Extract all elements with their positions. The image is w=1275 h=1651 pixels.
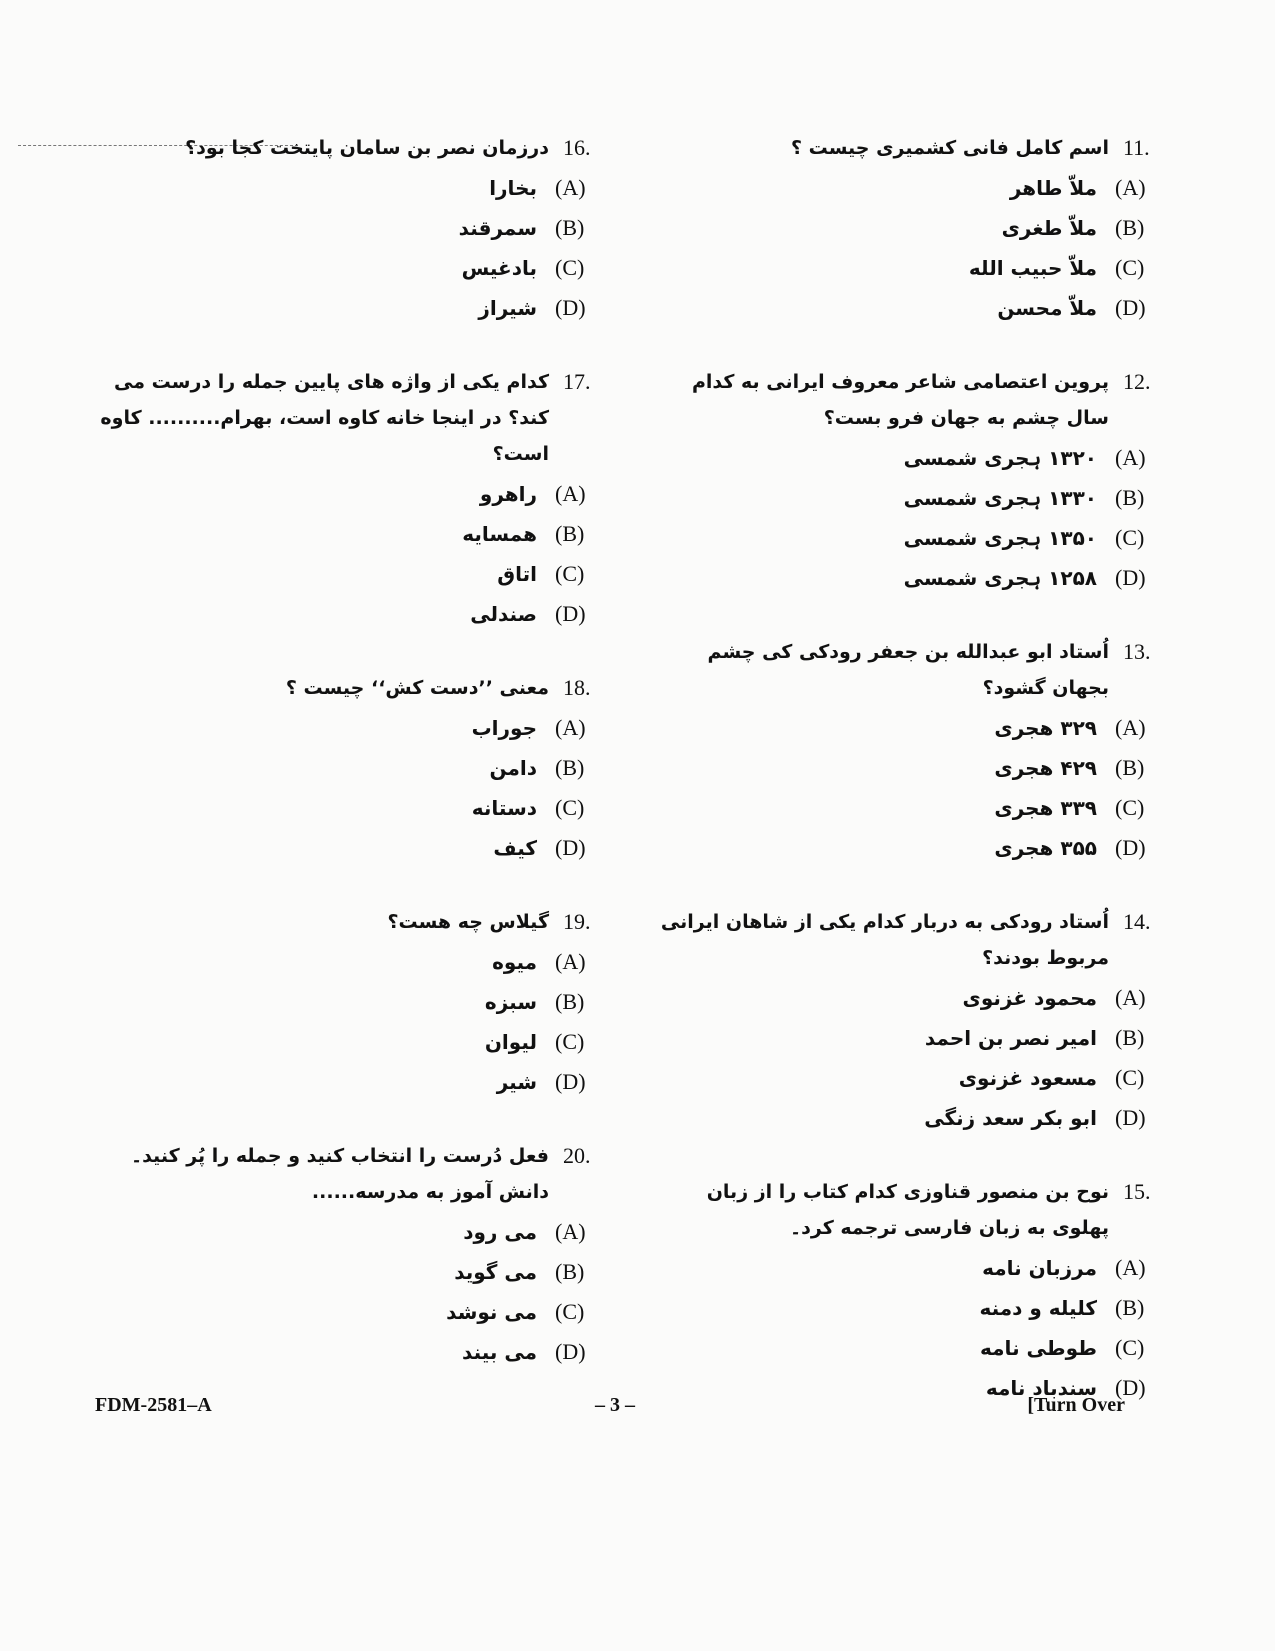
turn-over-note: [Turn Over xyxy=(1027,1394,1125,1416)
option-text: مسعود غزنوی xyxy=(958,1066,1097,1090)
option-row xyxy=(655,1288,1175,1328)
question-head xyxy=(655,904,1175,976)
option-row xyxy=(95,942,615,982)
option-text: میوه xyxy=(492,950,537,974)
option-letter: (C) xyxy=(1115,1065,1145,1090)
option-row xyxy=(95,1212,615,1252)
question-head xyxy=(95,904,615,940)
option-text: شیراز xyxy=(478,296,537,320)
option-text: می گوید xyxy=(454,1260,537,1284)
question-text: درزمان نصر بن سامان پایتخت کجا بود؟ xyxy=(185,137,549,159)
question-number: 15. xyxy=(1123,1179,1151,1204)
option-letter: (C) xyxy=(555,1299,585,1324)
paper-code: FDM-2581–A xyxy=(95,1394,212,1416)
question xyxy=(655,130,1175,328)
options-list xyxy=(655,708,1175,868)
option-text: لیوان xyxy=(484,1030,537,1054)
question-text: پروین اعتصامی شاعر معروف ایرانی به کدام سال چشم به جهان فرو بست؟ xyxy=(691,371,1109,429)
question-number: 17. xyxy=(563,369,591,394)
option-row xyxy=(95,708,615,748)
option-row xyxy=(95,288,615,328)
question xyxy=(95,130,615,328)
option-letter: (D) xyxy=(555,295,586,320)
option-letter: (B) xyxy=(1115,485,1145,510)
option-row xyxy=(95,1332,615,1372)
option-letter: (C) xyxy=(555,795,585,820)
option-text: دامن xyxy=(489,756,537,780)
option-row xyxy=(655,978,1175,1018)
option-row xyxy=(95,514,615,554)
options-list xyxy=(655,978,1175,1138)
option-row xyxy=(95,208,615,248)
question-text: معنی ’’دست کش‘‘ چیست ؟ xyxy=(285,677,549,699)
option-letter: (D) xyxy=(555,601,586,626)
options-list xyxy=(655,438,1175,598)
option-text: امیر نصر بن احمد xyxy=(924,1026,1097,1050)
option-text: شیر xyxy=(496,1070,537,1094)
option-row xyxy=(95,828,615,868)
option-letter: (D) xyxy=(1115,1375,1146,1400)
option-letter: (D) xyxy=(555,835,586,860)
option-text: محمود غزنوی xyxy=(962,986,1097,1010)
option-letter: (D) xyxy=(1115,295,1146,320)
option-row xyxy=(655,1018,1175,1058)
option-letter: (A) xyxy=(555,481,586,506)
option-row xyxy=(655,208,1175,248)
option-text: می بیند xyxy=(462,1340,537,1364)
option-letter: (C) xyxy=(555,255,585,280)
option-row xyxy=(655,438,1175,478)
option-row xyxy=(95,1252,615,1292)
option-letter: (C) xyxy=(1115,525,1145,550)
options-list xyxy=(95,168,615,328)
option-row xyxy=(655,708,1175,748)
option-letter: (C) xyxy=(1115,255,1145,280)
question-number: 20. xyxy=(563,1143,591,1168)
option-letter: (B) xyxy=(555,521,585,546)
option-row xyxy=(655,288,1175,328)
option-letter: (C) xyxy=(555,1029,585,1054)
options-list xyxy=(95,1212,615,1372)
option-text: ملاّ محسن xyxy=(997,296,1097,320)
option-row xyxy=(655,478,1175,518)
question-head xyxy=(95,1138,615,1210)
option-text: ۱۳۳۰ ہجری شمسی xyxy=(903,486,1097,510)
option-text: اتاق xyxy=(497,562,537,586)
option-text: همسایه xyxy=(462,522,537,546)
option-text: می رود xyxy=(463,1220,537,1244)
option-letter: (A) xyxy=(1115,715,1146,740)
option-text: بادغیس xyxy=(461,256,537,280)
question-text: نوح بن منصور قناوزی کدام کتاب را از زبان پهلوی به زبان فارسی ترجمه کرد۔ xyxy=(706,1181,1109,1239)
question-number: 14. xyxy=(1123,909,1151,934)
option-text: ۴۲۹ هجری xyxy=(994,756,1097,780)
option-text: ملاّ طغری xyxy=(1001,216,1097,240)
question xyxy=(95,670,615,868)
option-text: سبزه xyxy=(484,990,537,1014)
option-text: صندلی xyxy=(470,602,537,626)
option-letter: (B) xyxy=(555,755,585,780)
options-list xyxy=(95,708,615,868)
option-letter: (D) xyxy=(1115,565,1146,590)
option-letter: (A) xyxy=(1115,445,1146,470)
option-letter: (B) xyxy=(555,215,585,240)
question-head xyxy=(655,1174,1175,1246)
option-row xyxy=(95,1062,615,1102)
option-row xyxy=(95,594,615,634)
option-row xyxy=(95,554,615,594)
question-number: 12. xyxy=(1123,369,1151,394)
option-row xyxy=(95,248,615,288)
option-text: ۱۲۵۸ ہجری شمسی xyxy=(903,566,1097,590)
option-letter: (B) xyxy=(555,989,585,1014)
option-text: سمرقند xyxy=(458,216,537,240)
option-letter: (A) xyxy=(555,175,586,200)
question-text: گیلاس چه هست؟ xyxy=(387,911,549,933)
option-row xyxy=(655,1328,1175,1368)
option-row xyxy=(655,1248,1175,1288)
option-row xyxy=(95,474,615,514)
question-text: اسم کامل فانی کشمیری چیست ؟ xyxy=(790,137,1109,159)
question xyxy=(655,634,1175,868)
option-row xyxy=(95,748,615,788)
option-row xyxy=(655,248,1175,288)
question xyxy=(95,1138,615,1372)
question-head xyxy=(655,130,1175,166)
right-column xyxy=(655,130,1175,1444)
option-row xyxy=(655,1098,1175,1138)
option-letter: (D) xyxy=(1115,1105,1146,1130)
question xyxy=(655,904,1175,1138)
option-text: دستانه xyxy=(471,796,537,820)
option-letter: (C) xyxy=(1115,795,1145,820)
option-text: بخارا xyxy=(489,176,537,200)
option-letter: (D) xyxy=(555,1069,586,1094)
option-row xyxy=(655,748,1175,788)
question-text: فعل دُرست را انتخاب کنید و جمله را پُر کنید۔ دانش آموز به مدرسه...... xyxy=(130,1145,549,1203)
option-row xyxy=(655,1058,1175,1098)
question-number: 19. xyxy=(563,909,591,934)
option-letter: (C) xyxy=(1115,1335,1145,1360)
question-text: کدام یکی از واژه های پایین جمله را درست می کند؟ در اینجا خانه کاوه است، بهرام.......... کاوه است؟ xyxy=(100,371,549,465)
question-text: اُستاد ابو عبدالله بن جعفر رودکی کی چشم بجهان گشود؟ xyxy=(707,641,1109,699)
left-column xyxy=(95,130,615,1408)
option-row xyxy=(95,168,615,208)
option-text: ابو بکر سعد زنگی xyxy=(924,1106,1097,1130)
option-letter: (A) xyxy=(1115,175,1146,200)
option-letter: (A) xyxy=(555,715,586,740)
question-head xyxy=(95,364,615,472)
option-letter: (C) xyxy=(555,561,585,586)
option-text: ۱۳۵۰ ہجری شمسی xyxy=(903,526,1097,550)
options-list xyxy=(655,1248,1175,1408)
question xyxy=(655,1174,1175,1408)
option-letter: (B) xyxy=(1115,215,1145,240)
option-text: مرزبان نامه xyxy=(982,1256,1097,1280)
option-text: کلیله و دمنه xyxy=(979,1296,1097,1320)
option-text: جوراب xyxy=(471,716,537,740)
question-number: 11. xyxy=(1123,135,1150,160)
option-row xyxy=(655,788,1175,828)
option-row xyxy=(95,1022,615,1062)
option-row xyxy=(95,788,615,828)
option-text: طوطی نامه xyxy=(980,1336,1097,1360)
question xyxy=(95,364,615,634)
option-letter: (D) xyxy=(555,1339,586,1364)
question-head xyxy=(655,634,1175,706)
option-row xyxy=(655,828,1175,868)
option-row xyxy=(95,1292,615,1332)
option-letter: (B) xyxy=(1115,1295,1145,1320)
question-text: اُستاد رودکی به دربار کدام یکی از شاهان ایرانی مربوط بودند؟ xyxy=(660,911,1109,969)
option-letter: (B) xyxy=(1115,1025,1145,1050)
page-number: – 3 – xyxy=(595,1394,635,1416)
question-head xyxy=(95,130,615,166)
question-head xyxy=(95,670,615,706)
option-letter: (D) xyxy=(1115,835,1146,860)
options-list xyxy=(95,942,615,1102)
option-letter: (A) xyxy=(555,1219,586,1244)
option-letter: (A) xyxy=(1115,985,1146,1010)
option-text: کیف xyxy=(493,836,537,860)
option-letter: (B) xyxy=(1115,755,1145,780)
option-text: می نوشد xyxy=(446,1300,537,1324)
option-text: ۳۲۹ هجری xyxy=(994,716,1097,740)
option-letter: (B) xyxy=(555,1259,585,1284)
options-list xyxy=(655,168,1175,328)
option-text: ملاّ طاهر xyxy=(1009,176,1097,200)
question-number: 18. xyxy=(563,675,591,700)
question-head xyxy=(655,364,1175,436)
option-text: ۳۳۹ هجری xyxy=(994,796,1097,820)
option-row xyxy=(655,168,1175,208)
option-text: سندباد نامه xyxy=(985,1376,1097,1400)
options-list xyxy=(95,474,615,634)
question xyxy=(95,904,615,1102)
option-letter: (A) xyxy=(1115,1255,1146,1280)
option-letter: (A) xyxy=(555,949,586,974)
option-row xyxy=(95,982,615,1022)
option-row xyxy=(655,558,1175,598)
option-text: راهرو xyxy=(479,482,537,506)
option-text: ملاّ حبیب الله xyxy=(968,256,1097,280)
question-number: 16. xyxy=(563,135,591,160)
option-text: ۱۳۲۰ ہجری شمسی xyxy=(903,446,1097,470)
option-text: ۳۵۵ هجری xyxy=(994,836,1097,860)
question-number: 13. xyxy=(1123,639,1151,664)
option-row xyxy=(655,518,1175,558)
question xyxy=(655,364,1175,598)
